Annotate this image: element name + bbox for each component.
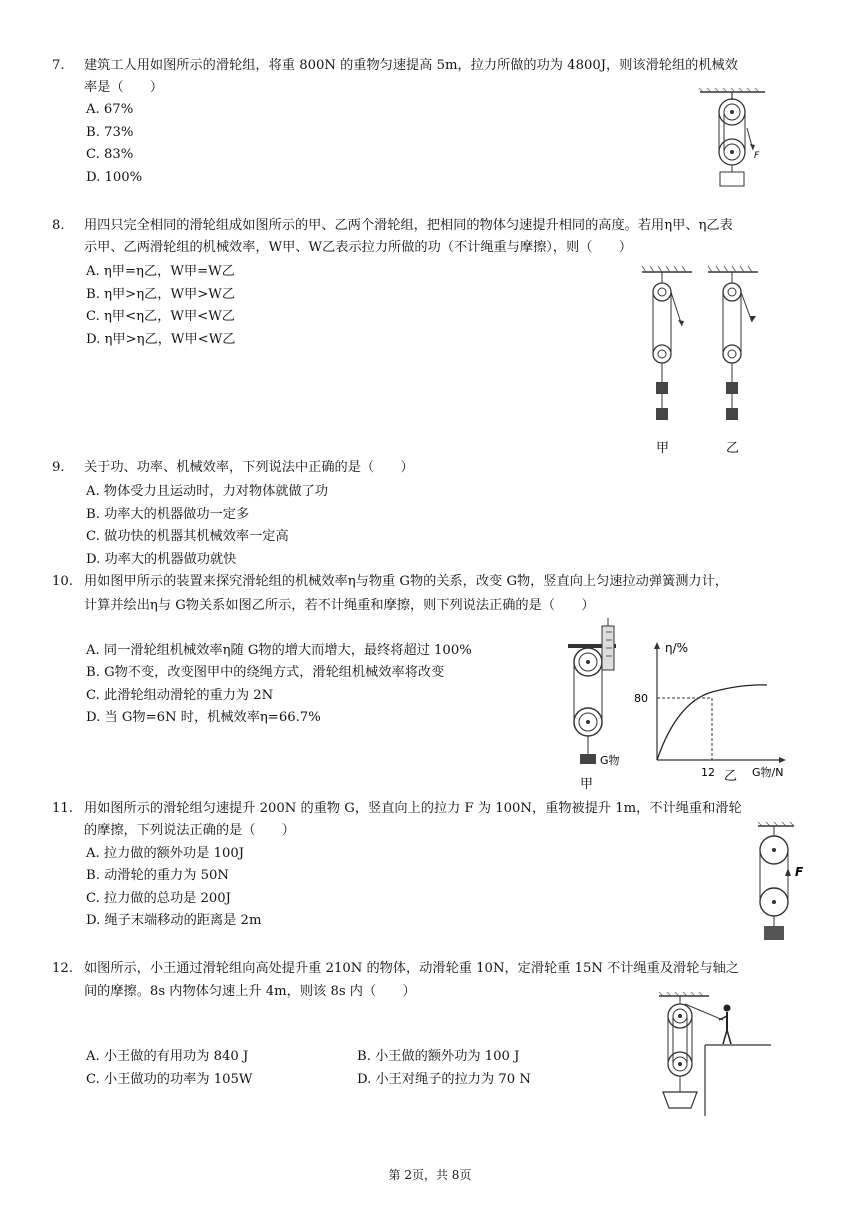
q7-option-d[interactable]: D. 100%	[86, 170, 143, 185]
q12-stem-line1: 如图所示，小王通过滑轮组向高处提升重 210N 的物体，动滑轮重 10N，定滑轮重 15N 不计绳重及滑轮与轴之	[84, 961, 739, 976]
q10-number: 10.	[52, 574, 73, 589]
q10-option-b[interactable]: B. G物不变，改变图甲中的绕绳方式，滑轮组机械效率将改变	[86, 665, 445, 680]
q7-pulley-figure	[695, 88, 775, 188]
q10-graph-ylabel: η/%	[665, 641, 689, 655]
q8-number: 8.	[52, 218, 65, 233]
q8-option-b[interactable]: B. η甲>η乙，W甲>W乙	[86, 287, 236, 302]
q11-stem-line2: 的摩擦，下列说法正确的是（ ）	[84, 823, 295, 838]
q10-graph-xlabel: G物/N	[752, 766, 784, 779]
q7-force-label: F	[754, 151, 760, 161]
q10-weight-label: G物	[600, 754, 620, 767]
q10-graph-xtick: 12	[701, 766, 715, 779]
q8-pulley-figures	[640, 266, 770, 462]
q12-option-a[interactable]: A. 小王做的有用功为 840 J	[86, 1049, 249, 1064]
q10-option-c[interactable]: C. 此滑轮组动滑轮的重力为 2N	[86, 688, 274, 703]
q11-option-b[interactable]: B. 动滑轮的重力为 50N	[86, 868, 229, 883]
q11-option-c[interactable]: C. 拉力做的总功是 200J	[86, 891, 231, 906]
q8-option-a[interactable]: A. η甲=η乙，W甲=W乙	[86, 264, 235, 279]
q12-option-c[interactable]: C. 小王做功的功率为 105W	[86, 1072, 253, 1087]
q12-option-d[interactable]: D. 小王对绳子的拉力为 70 N	[357, 1072, 531, 1087]
q8-stem-line1: 用四只完全相同的滑轮组成如图所示的甲、乙两个滑轮组，把相同的物体匀速提升相同的高度。若用η甲、η乙表	[84, 218, 733, 233]
q11-option-d[interactable]: D. 绳子末端移动的距离是 2m	[86, 913, 262, 928]
q7-option-c[interactable]: C. 83%	[86, 147, 134, 162]
q8-label-yi: 乙	[726, 441, 740, 456]
q10-efficiency-graph	[632, 640, 792, 782]
q10-label-yi: 乙	[724, 769, 738, 784]
q9-option-d[interactable]: D. 功率大的机器做功就快	[86, 552, 237, 567]
q7-option-b[interactable]: B. 73%	[86, 125, 134, 140]
q10-stem-line2: 计算并绘出η与 G物关系如图乙所示，若不计绳重和摩擦，则下列说法正确的是（ ）	[84, 598, 595, 613]
q10-option-d[interactable]: D. 当 G物=6N 时，机械效率η=66.7%	[86, 710, 321, 725]
q11-pulley-figure	[752, 822, 812, 942]
q11-stem-line1: 用如图所示的滑轮组匀速提升 200N 的重物 G，竖直向上的拉力 F 为 100N，重物被提升 1m，不计绳重和滑轮	[84, 801, 742, 816]
q12-pulley-figure	[655, 992, 773, 1116]
q9-option-a[interactable]: A. 物体受力且运动时，力对物体就做了功	[86, 484, 329, 499]
q7-stem-line1: 建筑工人用如图所示的滑轮组，将重 800N 的重物匀速提高 5m，拉力所做的功为 4800J，则该滑轮组的机械效	[84, 58, 738, 73]
q10-label-jia: 甲	[580, 777, 594, 792]
q11-number: 11.	[52, 801, 73, 816]
q9-number: 9.	[52, 460, 65, 475]
q7-option-a[interactable]: A. 67%	[86, 102, 134, 117]
q7-number: 7.	[52, 58, 65, 73]
q10-stem-line1: 用如图甲所示的装置来探究滑轮组的机械效率η与物重 G物的关系，改变 G物，竖直向上匀速拉动弹簧测力计，	[84, 574, 728, 589]
q8-option-d[interactable]: D. η甲>η乙，W甲<W乙	[86, 332, 236, 347]
q8-stem-line2: 示甲、乙两滑轮组的机械效率，W甲、W乙表示拉力所做的功（不计绳重与摩擦），则（ ）	[84, 240, 633, 255]
q12-stem-line2: 间的摩擦。8s 内物体匀速上升 4m，则该 8s 内（ ）	[84, 984, 416, 999]
q10-option-a[interactable]: A. 同一滑轮组机械效率η随 G物的增大而增大，最终将超过 100%	[86, 643, 472, 658]
q12-number: 12.	[52, 961, 73, 976]
q11-force-label: F	[795, 865, 804, 879]
q8-option-c[interactable]: C. η甲<η乙，W甲<W乙	[86, 309, 235, 324]
q8-label-jia: 甲	[656, 441, 670, 456]
q9-stem-line1: 关于功、功率、机械效率，下列说法中正确的是（ ）	[84, 460, 414, 475]
q7-stem-line2: 率是（ ）	[84, 80, 164, 95]
q11-option-a[interactable]: A. 拉力做的额外功是 100J	[86, 846, 245, 861]
q9-option-b[interactable]: B. 功率大的机器做功一定多	[86, 507, 250, 522]
page-footer: 第 2页，共 8页	[388, 1168, 472, 1182]
q12-option-b[interactable]: B. 小王做的额外功为 100 J	[357, 1049, 520, 1064]
q10-graph-ytick: 80	[634, 692, 648, 705]
q9-option-c[interactable]: C. 做功快的机器其机械效率一定高	[86, 529, 289, 544]
